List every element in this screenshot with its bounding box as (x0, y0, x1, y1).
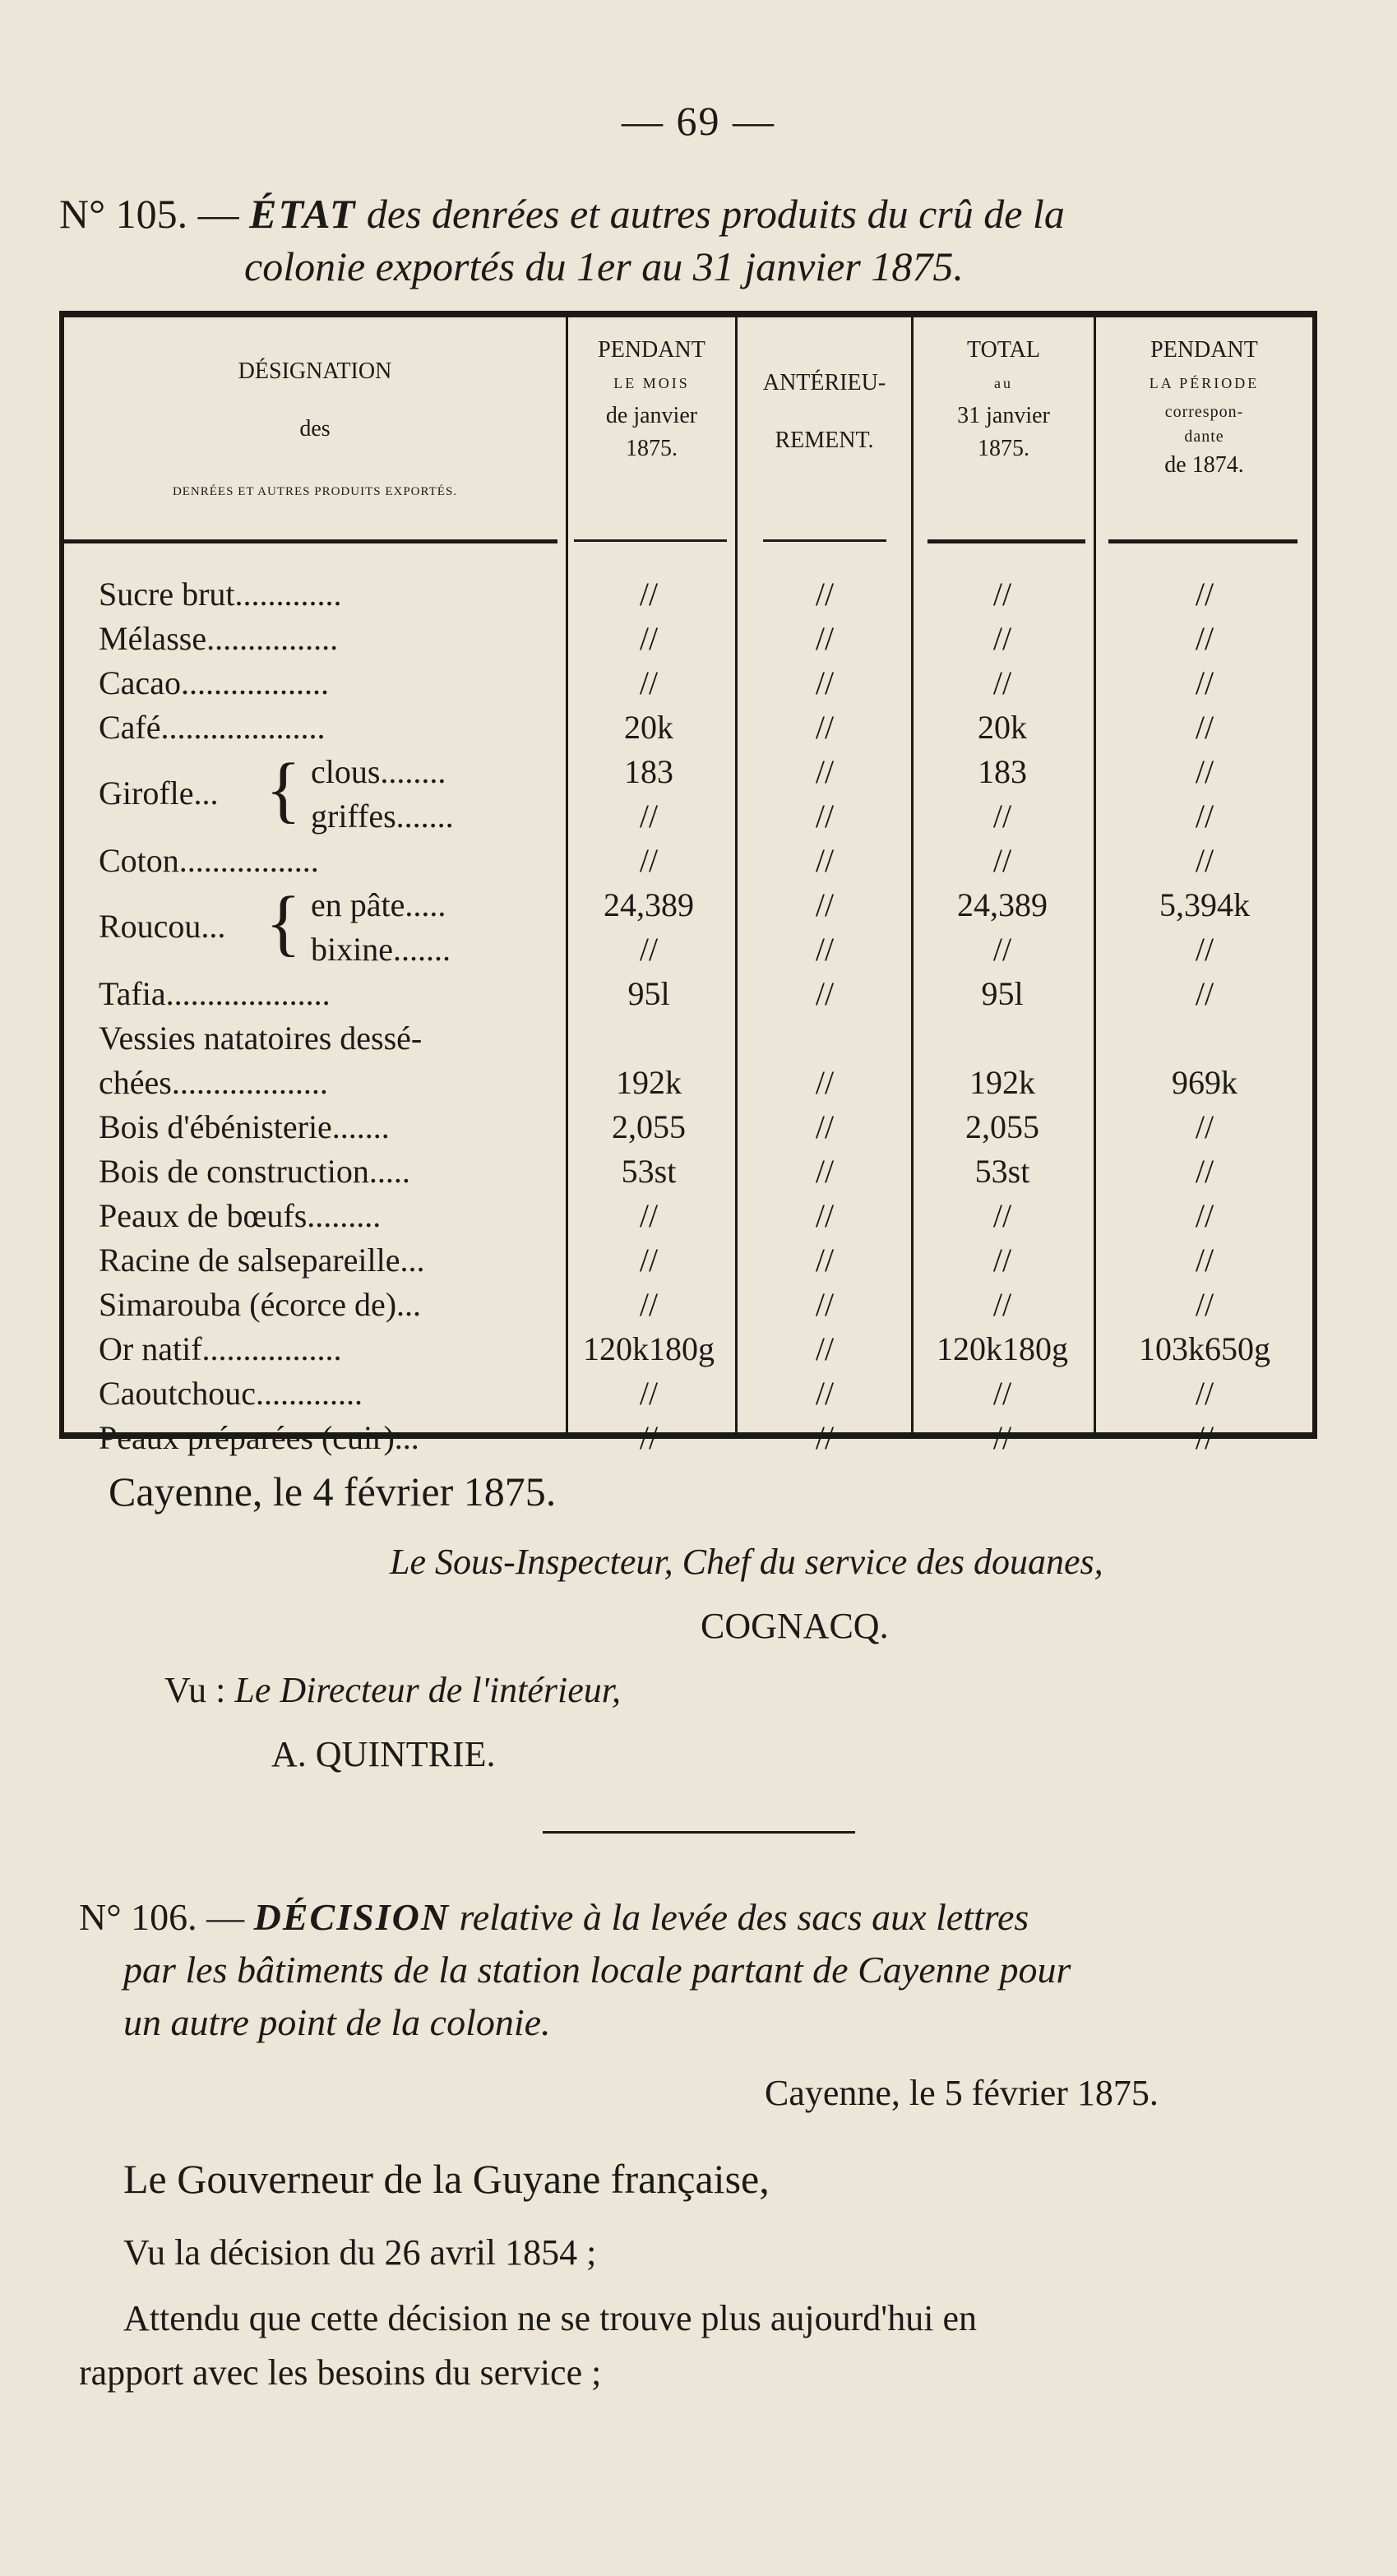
table-row (64, 1062, 1312, 1103)
row-value: 183 (624, 753, 673, 790)
row-value: 5,394k (1159, 886, 1250, 923)
table-row (64, 840, 1312, 881)
row-value: // (639, 1197, 659, 1234)
header-rule (927, 539, 1085, 543)
paragraph: Vu la décision du 26 avril 1854 ; (123, 2232, 597, 2273)
section-106-heading (79, 1891, 1329, 2049)
table-row (64, 1018, 1312, 1059)
row-value: // (639, 620, 659, 657)
header-pendant-mois: PENDANT LE MOIS de janvier 1875. (598, 337, 705, 461)
row-label: Sucre brut............. (99, 576, 342, 613)
row-value: // (815, 798, 835, 835)
header-rule (574, 539, 727, 542)
heading-dash: — (197, 191, 239, 237)
row-value: 95l (981, 975, 1024, 1012)
row-value: // (639, 1419, 659, 1456)
row-label: Or natif................. (99, 1330, 342, 1367)
paragraph: Le Gouverneur de la Guyane française, (123, 2156, 770, 2202)
row-value: // (1195, 1153, 1214, 1190)
row-value: // (992, 798, 1012, 835)
row-label: Cacao.................. (99, 664, 329, 701)
row-value: // (639, 931, 659, 968)
header-anterieurement: ANTÉRIEU- REMENT. (762, 370, 886, 453)
row-value: // (1195, 1286, 1214, 1323)
heading-title-line2: par les bâtiments de la station locale partant de Cayenne pour (123, 1949, 1071, 1991)
row-value: 95l (627, 975, 670, 1012)
row-label: Simarouba (écorce de)... (99, 1286, 422, 1323)
row-label: Vessies natatoires dessé- (99, 1020, 423, 1057)
row-value: 20k (978, 709, 1027, 746)
row-value: // (639, 1242, 659, 1279)
table-row (64, 1151, 1312, 1192)
row-label: Mélasse................ (99, 620, 339, 657)
heading-title: des denrées et autres produits du crû de la (366, 191, 1065, 237)
header-rule (64, 539, 557, 543)
row-value: // (815, 1242, 835, 1279)
row-value: // (639, 1286, 659, 1323)
row-value: // (815, 620, 835, 657)
section-number: N° 106. (79, 1896, 197, 1938)
row-label: Girofle... (99, 775, 219, 812)
section-divider (543, 1831, 855, 1834)
row-value: // (815, 1286, 835, 1323)
row-value: // (815, 1064, 835, 1101)
row-label: Caoutchouc............. (99, 1375, 363, 1412)
row-value: 120k180g (937, 1330, 1068, 1367)
row-label: Peaux préparées (cuir)... (99, 1419, 419, 1456)
row-value: // (815, 1375, 835, 1412)
row-value: // (815, 842, 835, 879)
row-value: // (1195, 842, 1214, 879)
table-row (64, 796, 1312, 837)
table-row (64, 929, 1312, 970)
row-value: // (815, 1419, 835, 1456)
table-row (64, 707, 1312, 748)
header-rule (1108, 539, 1298, 543)
table-row (64, 974, 1312, 1015)
row-value: // (1195, 709, 1214, 746)
section-105-heading (59, 187, 1342, 293)
row-label: Coton................. (99, 842, 319, 879)
header-rule (763, 539, 886, 542)
row-sublabel: bixine....... (311, 931, 451, 968)
row-label: Café.................... (99, 709, 326, 746)
signer-name: COGNACQ. (701, 1606, 889, 1646)
section-number: N° 105. (59, 191, 188, 237)
row-value: // (1195, 620, 1214, 657)
page-number: — 69 — (622, 98, 775, 144)
row-value: // (992, 1242, 1012, 1279)
heading-title-line2: colonie exportés du 1er au 31 janvier 1875. (244, 243, 964, 289)
row-label: Peaux de bœufs......... (99, 1197, 382, 1234)
row-value: 24,389 (957, 886, 1048, 923)
row-value: // (992, 620, 1012, 657)
brace-symbol: { (266, 882, 302, 964)
row-value: // (992, 842, 1012, 879)
row-value: // (815, 931, 835, 968)
row-value: // (1195, 1108, 1214, 1145)
row-value: 192k (969, 1064, 1035, 1101)
exports-table (59, 311, 1317, 1456)
row-value: // (815, 1330, 835, 1367)
table-row (64, 1196, 1312, 1237)
row-value: // (1195, 1197, 1214, 1234)
row-label: Bois de construction..... (99, 1153, 410, 1190)
row-label: Tafia.................... (99, 975, 331, 1012)
place-date-106: Cayenne, le 5 février 1875. (765, 2073, 1159, 2113)
row-value: // (992, 664, 1012, 701)
row-value: // (815, 753, 835, 790)
row-value: // (992, 576, 1012, 613)
row-value: // (639, 576, 659, 613)
row-value: // (1195, 1419, 1214, 1456)
table-row (64, 1107, 1312, 1148)
row-label: chées................... (99, 1064, 328, 1101)
row-value: 103k650g (1139, 1330, 1270, 1367)
heading-dash: — (206, 1896, 245, 1938)
table-row (64, 574, 1312, 615)
table-row (64, 618, 1312, 659)
row-value: // (815, 664, 835, 701)
row-value: 24,389 (604, 886, 694, 923)
row-value: // (639, 798, 659, 835)
row-value: // (992, 931, 1012, 968)
table-row (64, 1373, 1312, 1414)
row-value: // (815, 1108, 835, 1145)
heading-title-line3: un autre point de la colonie. (123, 2001, 551, 2043)
row-value: // (1195, 664, 1214, 701)
row-value: 2,055 (612, 1108, 686, 1145)
row-label: Racine de salsepareille... (99, 1242, 425, 1279)
row-value: 53st (974, 1153, 1030, 1190)
row-sublabel: griffes....... (311, 798, 454, 835)
row-value: 120k180g (583, 1330, 715, 1367)
row-label: Bois d'ébénisterie....... (99, 1108, 390, 1145)
table-row (64, 1284, 1312, 1325)
row-value: // (815, 1197, 835, 1234)
row-sublabel: en pâte..... (311, 886, 446, 923)
vu-label: Vu : (164, 1670, 226, 1710)
table-row (64, 663, 1312, 704)
row-value: // (639, 1375, 659, 1412)
row-value: 2,055 (965, 1108, 1039, 1145)
vu-line (164, 1667, 621, 1713)
row-value: // (815, 975, 835, 1012)
row-value: // (1195, 975, 1214, 1012)
row-value: // (992, 1286, 1012, 1323)
vu-title: Le Directeur de l'intérieur, (234, 1670, 622, 1710)
row-value: // (1195, 753, 1214, 790)
header-periode: PENDANT LA PÉRIODE correspon- dante de 1874. (1149, 337, 1260, 478)
vu-name: A. QUINTRIE. (271, 1734, 496, 1774)
paragraph: Attendu que cette décision ne se trouve plus aujourd'hui en (123, 2298, 977, 2338)
row-value: // (1195, 931, 1214, 968)
row-value: 183 (978, 753, 1027, 790)
heading-keyword: ÉTAT (249, 191, 357, 237)
row-value: // (639, 842, 659, 879)
table-row (64, 1329, 1312, 1370)
header-designation: DÉSIGNATION des DENRÉES ET AUTRES PRODUITS EXPORTÉS. (172, 358, 458, 498)
row-value: // (815, 709, 835, 746)
row-value: // (1195, 798, 1214, 835)
brace-symbol: { (266, 749, 302, 830)
heading-keyword: DÉCISION (253, 1896, 451, 1938)
place-date-105: Cayenne, le 4 février 1875. (109, 1468, 557, 1515)
row-value: // (639, 664, 659, 701)
row-value: // (992, 1375, 1012, 1412)
row-value: // (1195, 1375, 1214, 1412)
row-value: // (815, 1153, 835, 1190)
table-row (64, 1240, 1312, 1281)
row-value: // (1195, 576, 1214, 613)
row-value: // (992, 1419, 1012, 1456)
heading-title: relative à la levée des sacs aux lettres (459, 1896, 1029, 1938)
row-value: 53st (621, 1153, 677, 1190)
row-value: // (992, 1197, 1012, 1234)
table-row (64, 1417, 1312, 1459)
row-sublabel: clous........ (311, 753, 446, 790)
row-value: // (815, 576, 835, 613)
row-value: 969k (1172, 1064, 1237, 1101)
row-value: // (1195, 1242, 1214, 1279)
signer-title: Le Sous-Inspecteur, Chef du service des douanes, (390, 1542, 1103, 1582)
row-value: 192k (616, 1064, 682, 1101)
paragraph: rapport avec les besoins du service ; (79, 2352, 602, 2393)
row-value: 20k (624, 709, 673, 746)
row-value: // (815, 886, 835, 923)
row-label: Roucou... (99, 908, 226, 945)
header-total: TOTAL au 31 janvier 1875. (957, 337, 1050, 461)
